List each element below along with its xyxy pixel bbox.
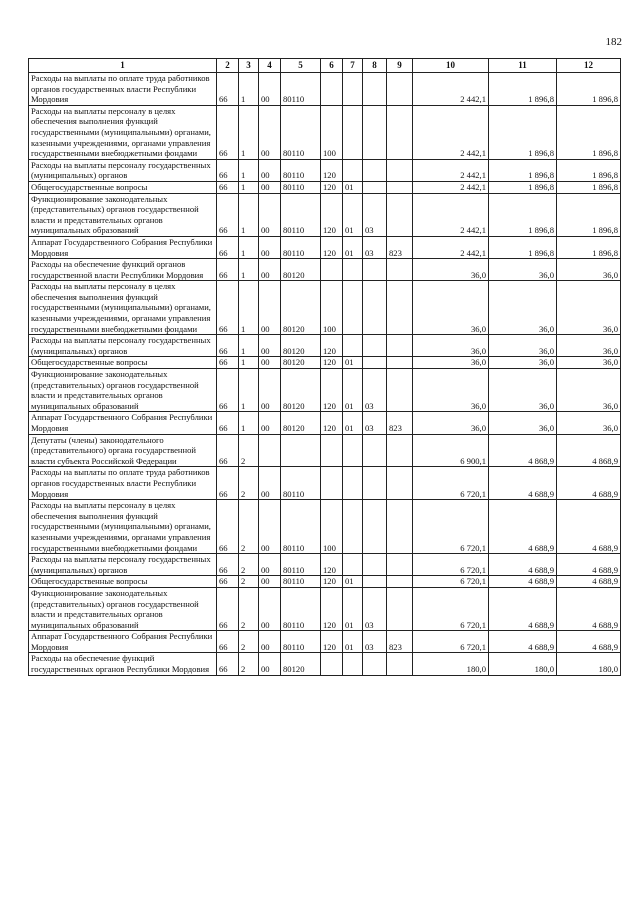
col-3-value: 2: [239, 434, 259, 467]
col-8-value: [363, 500, 387, 554]
col-7-value: [343, 105, 363, 159]
col-6-value: [321, 73, 343, 106]
column-header: 9: [387, 59, 413, 73]
col-8-value: [363, 181, 387, 193]
col-5-value: 80110: [281, 159, 321, 181]
col-11-amount: 36,0: [489, 412, 557, 434]
col-2-value: 66: [217, 73, 239, 106]
col-2-value: 66: [217, 500, 239, 554]
col-11-amount: 1 896,8: [489, 73, 557, 106]
budget-table: [28, 58, 621, 676]
table-row: [29, 335, 621, 357]
col-8-value: [363, 467, 387, 500]
col-4-value: 00: [259, 281, 281, 335]
col-11-amount: 1 896,8: [489, 193, 557, 236]
col-7-value: 01: [343, 587, 363, 630]
col-12-amount: 4 868,9: [557, 434, 621, 467]
row-name: Аппарат Государственного Собрания Республики Мордовия: [29, 236, 217, 258]
table-row: [29, 159, 621, 181]
col-7-value: 01: [343, 357, 363, 369]
col-3-value: 1: [239, 236, 259, 258]
col-12-amount: 4 688,9: [557, 587, 621, 630]
col-2-value: 66: [217, 576, 239, 588]
col-10-amount: 6 720,1: [413, 576, 489, 588]
table-row: [29, 369, 621, 412]
table-row: [29, 236, 621, 258]
col-8-value: 03: [363, 587, 387, 630]
col-7-value: [343, 434, 363, 467]
col-9-value: [387, 259, 413, 281]
col-11-amount: 4 688,9: [489, 631, 557, 653]
col-7-value: 01: [343, 193, 363, 236]
col-3-value: 2: [239, 653, 259, 675]
column-header: 1: [29, 59, 217, 73]
table-row: [29, 259, 621, 281]
col-3-value: 1: [239, 369, 259, 412]
col-11-amount: 4 688,9: [489, 554, 557, 576]
col-2-value: 66: [217, 369, 239, 412]
col-5-value: 80110: [281, 554, 321, 576]
col-5-value: 80120: [281, 653, 321, 675]
col-8-value: [363, 434, 387, 467]
col-3-value: 1: [239, 335, 259, 357]
col-8-value: [363, 576, 387, 588]
table-row: [29, 587, 621, 630]
col-7-value: [343, 259, 363, 281]
col-2-value: 66: [217, 467, 239, 500]
col-6-value: 120: [321, 412, 343, 434]
col-8-value: [363, 105, 387, 159]
table-row: [29, 281, 621, 335]
col-11-amount: 36,0: [489, 369, 557, 412]
col-4-value: 00: [259, 73, 281, 106]
row-name: Общегосударственные вопросы: [29, 576, 217, 588]
col-2-value: 66: [217, 259, 239, 281]
col-2-value: 66: [217, 236, 239, 258]
col-10-amount: 180,0: [413, 653, 489, 675]
col-6-value: 120: [321, 631, 343, 653]
col-6-value: [321, 653, 343, 675]
col-4-value: 00: [259, 259, 281, 281]
table-row: [29, 500, 621, 554]
col-9-value: 823: [387, 236, 413, 258]
col-8-value: 03: [363, 631, 387, 653]
col-10-amount: 36,0: [413, 335, 489, 357]
col-7-value: [343, 281, 363, 335]
col-5-value: 80110: [281, 467, 321, 500]
column-header: 10: [413, 59, 489, 73]
col-10-amount: 36,0: [413, 369, 489, 412]
col-3-value: 2: [239, 500, 259, 554]
col-6-value: 100: [321, 281, 343, 335]
col-9-value: [387, 500, 413, 554]
col-4-value: 00: [259, 335, 281, 357]
row-name: Аппарат Государственного Собрания Республики Мордовия: [29, 412, 217, 434]
col-9-value: [387, 653, 413, 675]
col-6-value: 120: [321, 369, 343, 412]
col-8-value: [363, 259, 387, 281]
col-5-value: 80110: [281, 587, 321, 630]
row-name: Расходы на выплаты по оплате труда работников органов государственных власти Республики Мордовия: [29, 73, 217, 106]
table-row: [29, 467, 621, 500]
col-7-value: 01: [343, 412, 363, 434]
col-10-amount: 6 720,1: [413, 631, 489, 653]
col-10-amount: 2 442,1: [413, 193, 489, 236]
col-4-value: 00: [259, 587, 281, 630]
col-8-value: [363, 357, 387, 369]
col-6-value: 120: [321, 587, 343, 630]
col-10-amount: 2 442,1: [413, 73, 489, 106]
col-3-value: 1: [239, 159, 259, 181]
col-5-value: 80120: [281, 369, 321, 412]
col-6-value: 120: [321, 159, 343, 181]
row-name: Расходы на выплаты персоналу государственных (муниципальных) органов: [29, 159, 217, 181]
col-11-amount: 4 868,9: [489, 434, 557, 467]
col-10-amount: 2 442,1: [413, 159, 489, 181]
table-row: [29, 181, 621, 193]
col-2-value: 66: [217, 587, 239, 630]
row-name: Расходы на обеспечение функций государственных органов Республики Мордовия: [29, 653, 217, 675]
col-11-amount: 4 688,9: [489, 576, 557, 588]
table-row: [29, 576, 621, 588]
column-header: 12: [557, 59, 621, 73]
col-3-value: 1: [239, 259, 259, 281]
col-12-amount: 1 896,8: [557, 159, 621, 181]
col-12-amount: 36,0: [557, 335, 621, 357]
col-3-value: 2: [239, 467, 259, 500]
col-5-value: 80110: [281, 193, 321, 236]
col-9-value: [387, 73, 413, 106]
col-9-value: [387, 369, 413, 412]
row-name: Расходы на обеспечение функций органов государственной власти Республики Мордовия: [29, 259, 217, 281]
col-4-value: 00: [259, 369, 281, 412]
col-9-value: [387, 576, 413, 588]
col-12-amount: 36,0: [557, 259, 621, 281]
col-5-value: 80120: [281, 412, 321, 434]
col-8-value: [363, 73, 387, 106]
col-4-value: 00: [259, 159, 281, 181]
col-6-value: 120: [321, 576, 343, 588]
col-8-value: 03: [363, 412, 387, 434]
col-2-value: 66: [217, 653, 239, 675]
col-8-value: [363, 159, 387, 181]
column-header: 2: [217, 59, 239, 73]
col-3-value: 1: [239, 181, 259, 193]
col-5-value: 80120: [281, 259, 321, 281]
column-header: 8: [363, 59, 387, 73]
col-3-value: 2: [239, 587, 259, 630]
col-7-value: 01: [343, 236, 363, 258]
col-5-value: 80110: [281, 631, 321, 653]
col-10-amount: 36,0: [413, 281, 489, 335]
col-2-value: 66: [217, 357, 239, 369]
col-4-value: 00: [259, 412, 281, 434]
col-7-value: [343, 159, 363, 181]
row-name: Расходы на выплаты персоналу в целях обеспечения выполнения функций государственными (муниципальными) органами, казенными учреждениями, органами управления государственными внебюджетными фондами: [29, 500, 217, 554]
col-6-value: [321, 259, 343, 281]
col-10-amount: 6 720,1: [413, 500, 489, 554]
table-row: [29, 631, 621, 653]
col-5-value: 80120: [281, 281, 321, 335]
col-12-amount: 36,0: [557, 369, 621, 412]
col-2-value: 66: [217, 181, 239, 193]
col-9-value: [387, 105, 413, 159]
col-2-value: 66: [217, 335, 239, 357]
table-row: [29, 653, 621, 675]
col-4-value: 00: [259, 105, 281, 159]
col-2-value: 66: [217, 434, 239, 467]
col-3-value: 1: [239, 73, 259, 106]
col-12-amount: 36,0: [557, 357, 621, 369]
col-10-amount: 2 442,1: [413, 236, 489, 258]
col-11-amount: 4 688,9: [489, 587, 557, 630]
col-9-value: [387, 357, 413, 369]
col-11-amount: 4 688,9: [489, 467, 557, 500]
column-header: 5: [281, 59, 321, 73]
col-10-amount: 36,0: [413, 357, 489, 369]
table-row: [29, 73, 621, 106]
col-12-amount: 1 896,8: [557, 181, 621, 193]
col-5-value: 80110: [281, 576, 321, 588]
col-4-value: [259, 434, 281, 467]
col-11-amount: 1 896,8: [489, 105, 557, 159]
col-11-amount: 36,0: [489, 357, 557, 369]
table-body: [29, 73, 621, 676]
col-12-amount: 4 688,9: [557, 467, 621, 500]
col-9-value: [387, 587, 413, 630]
col-12-amount: 4 688,9: [557, 631, 621, 653]
col-7-value: 01: [343, 631, 363, 653]
col-3-value: 2: [239, 554, 259, 576]
col-8-value: 03: [363, 193, 387, 236]
col-10-amount: 2 442,1: [413, 181, 489, 193]
col-5-value: 80120: [281, 335, 321, 357]
row-name: Функционирование законодательных (представительных) органов государственной власти и представительных органов муниципальных образований: [29, 193, 217, 236]
col-9-value: [387, 467, 413, 500]
col-2-value: 66: [217, 105, 239, 159]
table-header: [29, 59, 621, 73]
col-6-value: 120: [321, 554, 343, 576]
col-12-amount: 1 896,8: [557, 73, 621, 106]
col-11-amount: 1 896,8: [489, 181, 557, 193]
col-12-amount: 1 896,8: [557, 236, 621, 258]
column-header: 4: [259, 59, 281, 73]
column-header: 11: [489, 59, 557, 73]
col-8-value: [363, 554, 387, 576]
col-2-value: 66: [217, 281, 239, 335]
col-2-value: 66: [217, 631, 239, 653]
col-12-amount: 36,0: [557, 281, 621, 335]
col-9-value: [387, 434, 413, 467]
col-10-amount: 6 900,1: [413, 434, 489, 467]
table-row: [29, 412, 621, 434]
row-name: Общегосударственные вопросы: [29, 181, 217, 193]
table-row: [29, 434, 621, 467]
col-9-value: [387, 335, 413, 357]
col-10-amount: 36,0: [413, 259, 489, 281]
column-header: 7: [343, 59, 363, 73]
col-4-value: 00: [259, 236, 281, 258]
col-10-amount: 6 720,1: [413, 554, 489, 576]
col-9-value: 823: [387, 412, 413, 434]
col-5-value: 80120: [281, 357, 321, 369]
col-8-value: 03: [363, 369, 387, 412]
col-12-amount: 36,0: [557, 412, 621, 434]
col-7-value: 01: [343, 369, 363, 412]
col-7-value: 01: [343, 576, 363, 588]
col-11-amount: 1 896,8: [489, 159, 557, 181]
col-9-value: [387, 554, 413, 576]
col-6-value: 100: [321, 500, 343, 554]
col-11-amount: 4 688,9: [489, 500, 557, 554]
col-7-value: [343, 467, 363, 500]
col-11-amount: 180,0: [489, 653, 557, 675]
col-5-value: 80110: [281, 181, 321, 193]
col-8-value: 03: [363, 236, 387, 258]
row-name: Функционирование законодательных (представительных) органов государственной власти и представительных органов муниципальных образований: [29, 587, 217, 630]
col-3-value: 2: [239, 631, 259, 653]
col-3-value: 1: [239, 193, 259, 236]
col-8-value: [363, 281, 387, 335]
col-7-value: [343, 554, 363, 576]
header-row: [29, 59, 621, 73]
col-5-value: 80110: [281, 105, 321, 159]
col-9-value: 823: [387, 631, 413, 653]
col-3-value: 2: [239, 576, 259, 588]
col-9-value: [387, 159, 413, 181]
col-9-value: [387, 281, 413, 335]
col-2-value: 66: [217, 412, 239, 434]
col-7-value: [343, 653, 363, 675]
row-name: Депутаты (члены) законодательного (представительного) органа государственной власти субъекта Российской Федерации: [29, 434, 217, 467]
col-4-value: 00: [259, 631, 281, 653]
table-row: [29, 554, 621, 576]
col-8-value: [363, 653, 387, 675]
col-3-value: 1: [239, 412, 259, 434]
col-12-amount: 4 688,9: [557, 554, 621, 576]
col-7-value: 01: [343, 181, 363, 193]
table-row: [29, 105, 621, 159]
column-header: 6: [321, 59, 343, 73]
col-2-value: 66: [217, 159, 239, 181]
col-6-value: 120: [321, 193, 343, 236]
col-4-value: 00: [259, 554, 281, 576]
page-number: 182: [605, 36, 622, 48]
col-4-value: 00: [259, 467, 281, 500]
col-4-value: 00: [259, 193, 281, 236]
col-4-value: 00: [259, 357, 281, 369]
col-6-value: [321, 434, 343, 467]
row-name: Общегосударственные вопросы: [29, 357, 217, 369]
row-name: Расходы на выплаты персоналу в целях обеспечения выполнения функций государственными (муниципальными) органами, казенными учреждениями, органами управления государственными внебюджетными фондами: [29, 281, 217, 335]
col-10-amount: 6 720,1: [413, 587, 489, 630]
col-2-value: 66: [217, 193, 239, 236]
col-3-value: 1: [239, 281, 259, 335]
col-11-amount: 36,0: [489, 281, 557, 335]
row-name: Расходы на выплаты персоналу государственных (муниципальных) органов: [29, 335, 217, 357]
col-4-value: 00: [259, 181, 281, 193]
col-3-value: 1: [239, 105, 259, 159]
col-5-value: 80110: [281, 73, 321, 106]
col-3-value: 1: [239, 357, 259, 369]
col-8-value: [363, 335, 387, 357]
col-11-amount: 1 896,8: [489, 236, 557, 258]
row-name: Расходы на выплаты персоналу в целях обеспечения выполнения функций государственными (муниципальными) органами, казенными учреждениями, органами управления государственными внебюджетными фондами: [29, 105, 217, 159]
col-9-value: [387, 181, 413, 193]
col-2-value: 66: [217, 554, 239, 576]
col-11-amount: 36,0: [489, 259, 557, 281]
col-10-amount: 2 442,1: [413, 105, 489, 159]
col-11-amount: 36,0: [489, 335, 557, 357]
col-6-value: 120: [321, 236, 343, 258]
col-6-value: [321, 467, 343, 500]
row-name: Расходы на выплаты по оплате труда работников органов государственных власти Республики Мордовия: [29, 467, 217, 500]
col-10-amount: 6 720,1: [413, 467, 489, 500]
row-name: Расходы на выплаты персоналу государственных (муниципальных) органов: [29, 554, 217, 576]
col-4-value: 00: [259, 653, 281, 675]
col-4-value: 00: [259, 500, 281, 554]
table-row: [29, 357, 621, 369]
col-6-value: 100: [321, 105, 343, 159]
col-9-value: [387, 193, 413, 236]
col-5-value: 80110: [281, 500, 321, 554]
col-6-value: 120: [321, 181, 343, 193]
col-5-value: [281, 434, 321, 467]
col-12-amount: 180,0: [557, 653, 621, 675]
col-12-amount: 4 688,9: [557, 576, 621, 588]
col-12-amount: 1 896,8: [557, 105, 621, 159]
row-name: Аппарат Государственного Собрания Республики Мордовия: [29, 631, 217, 653]
column-header: 3: [239, 59, 259, 73]
col-6-value: 120: [321, 357, 343, 369]
col-6-value: 120: [321, 335, 343, 357]
col-12-amount: 4 688,9: [557, 500, 621, 554]
col-4-value: 00: [259, 576, 281, 588]
table-row: [29, 193, 621, 236]
col-12-amount: 1 896,8: [557, 193, 621, 236]
col-10-amount: 36,0: [413, 412, 489, 434]
col-5-value: 80110: [281, 236, 321, 258]
col-7-value: [343, 335, 363, 357]
col-7-value: [343, 73, 363, 106]
row-name: Функционирование законодательных (представительных) органов государственной власти и представительных органов муниципальных образований: [29, 369, 217, 412]
col-7-value: [343, 500, 363, 554]
